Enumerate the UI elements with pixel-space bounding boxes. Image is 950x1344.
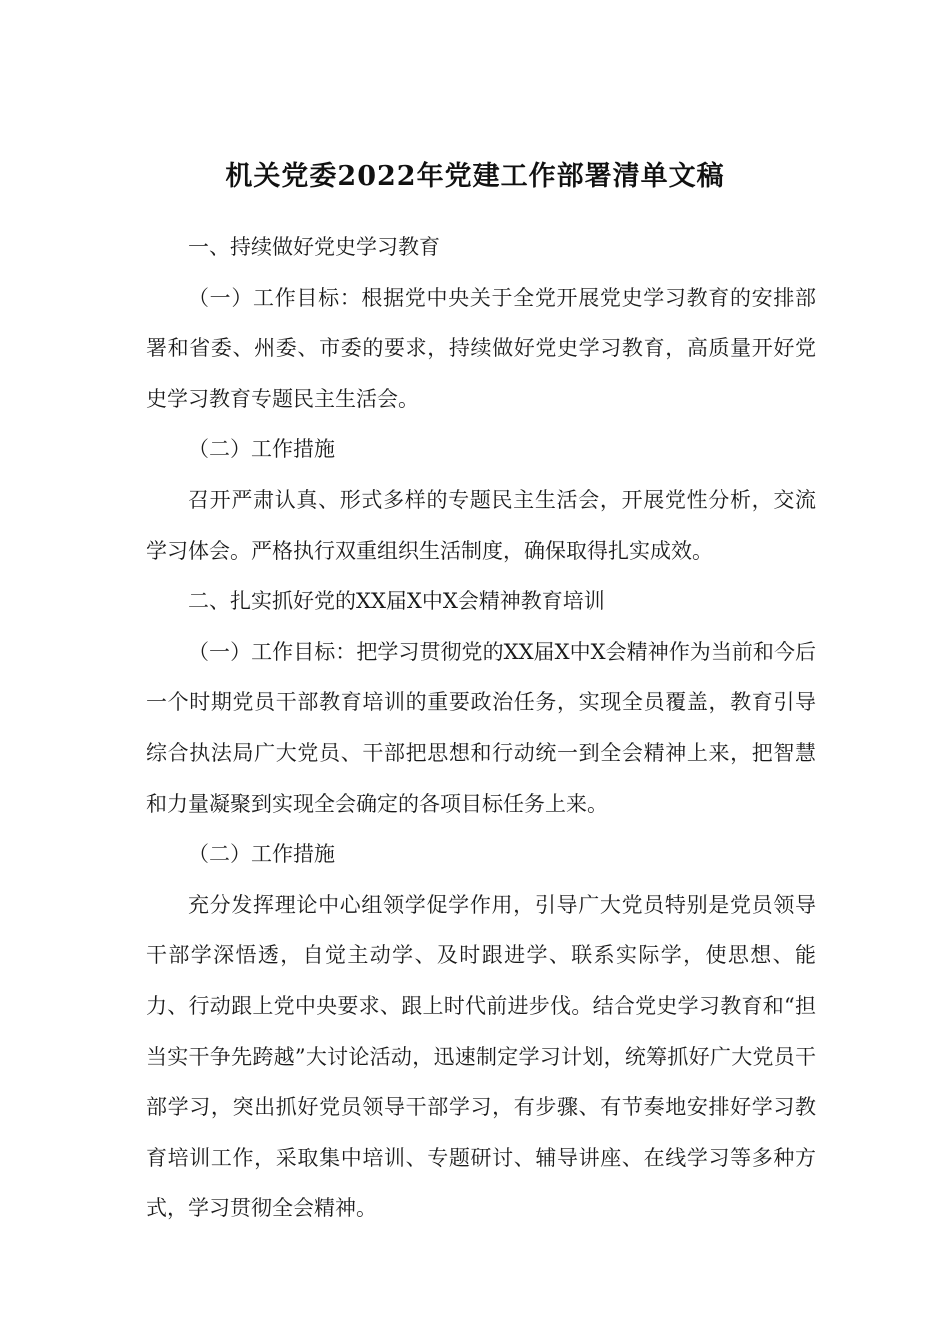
section-heading-1: 一、持续做好党史学习教育 xyxy=(188,235,440,259)
paragraph-measures-2: 充分发挥理论中心组领学促学作用，引导广大党员特别是党员领导干部学深悟透，自觉主动学、及时跟进学、联系实际学，使思想、能力、行动跟上党中央要求、跟上时代前进步伐。结合党史学习教育和“担当实干争先跨越”大讨论活动，迅速制定学习计划，统筹抓好广大党员干部学习，突出抓好党员领导干部学习，有步骤、有节奏地安排好学习教育培训工作，采取集中培训、专题研讨、辅导讲座、在线学习等多种方式，学习贯彻全会精神。 xyxy=(146,892,816,1221)
paragraph-measures-1: 召开严肃认真、形式多样的专题民主生活会，开展党性分析，交流学习体会。严格执行双重组织生活制度，确保取得扎实成效。 xyxy=(146,487,816,563)
document-body xyxy=(146,222,816,1234)
subheading-measures-1: （二）工作措施 xyxy=(188,437,335,462)
subheading-measures-2: （二）工作措施 xyxy=(188,842,335,867)
paragraph-goal-1: （一）工作目标：根据党中央关于全党开展党史学习教育的安排部署和省委、州委、市委的要求，持续做好党史学习教育，高质量开好党史学习教育专题民主生活会。 xyxy=(146,285,816,411)
section-heading-2: 二、扎实抓好党的XX届X中X会精神教育培训 xyxy=(188,589,605,614)
paragraph-goal-2: （一）工作目标：把学习贯彻党的XX届X中X会精神作为当前和今后一个时期党员干部教育培训的重要政治任务，实现全员覆盖，教育引导综合执法局广大党员、干部把思想和行动统一到全会精神上来，把智慧和力量凝聚到实现全会确定的各项目标任务上来。 xyxy=(146,639,816,816)
document-title: 机关党委2022年党建工作部署清单文稿 xyxy=(225,161,725,192)
